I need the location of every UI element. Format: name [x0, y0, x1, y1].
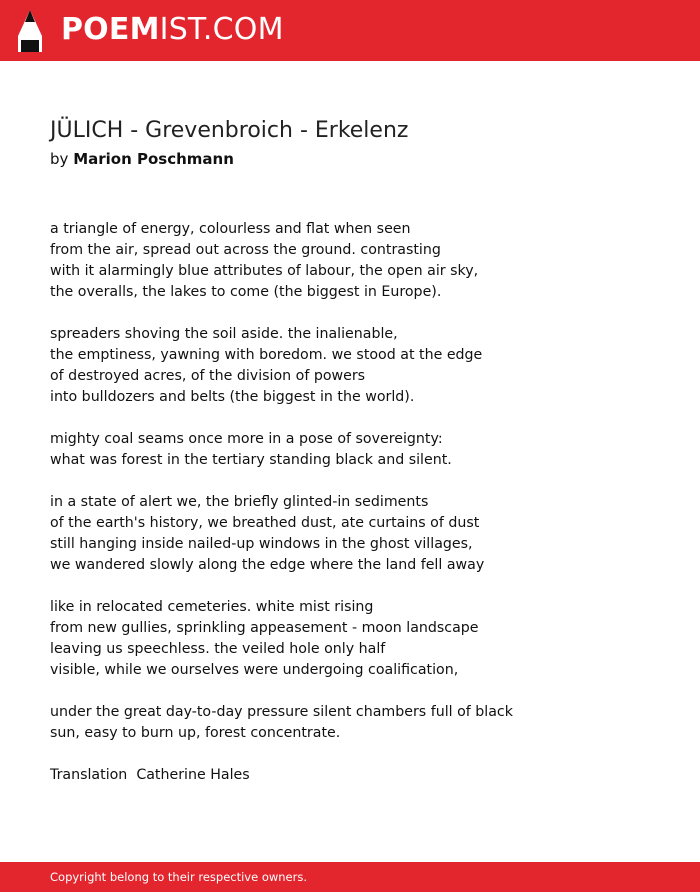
poem-line: the emptiness, yawning with boredom. we stood at the edge: [50, 347, 483, 363]
poem-line: still hanging inside nailed-up windows in the ghost villages,: [50, 536, 473, 552]
stanza: [50, 219, 670, 303]
poem-line: spreaders shoving the soil aside. the inalienable,: [50, 326, 398, 342]
poem-title: JÜLICH - Grevenbroich - Erkelenz: [50, 118, 409, 143]
poem-line: of destroyed acres, of the division of powers: [50, 368, 366, 384]
poem-line: with it alarmingly blue attributes of labour, the open air sky,: [50, 263, 479, 279]
logo-bold-text: POEM: [61, 12, 160, 47]
stanza: [50, 702, 670, 744]
copyright-notice: Copyright belong to their respective owners.: [50, 870, 308, 884]
pencil-icon: [18, 10, 42, 52]
poem-line: under the great day-to-day pressure silent chambers full of black: [50, 704, 513, 720]
poem-line: in a state of alert we, the briefly glinted-in sediments: [50, 494, 429, 510]
site-footer: [0, 862, 700, 892]
author-name: Marion Poschmann: [73, 150, 234, 168]
stanza: [50, 492, 670, 576]
logo-light-text: IST.COM: [159, 12, 284, 47]
poem-line: sun, easy to burn up, forest concentrate.: [50, 725, 341, 741]
poem-line: mighty coal seams once more in a pose of sovereignty:: [50, 431, 443, 447]
poem-line: visible, while we ourselves were undergoing coalification,: [50, 662, 459, 678]
stanza: [50, 429, 670, 471]
poem-line: of the earth's history, we breathed dust, ate curtains of dust: [50, 515, 480, 531]
poem-line: a triangle of energy, colourless and flat when seen: [50, 221, 411, 237]
poem-line: like in relocated cemeteries. white mist rising: [50, 599, 374, 615]
poem-byline: [50, 148, 234, 170]
poem-line: into bulldozers and belts (the biggest in the world).: [50, 389, 415, 405]
poem-line: we wandered slowly along the edge where the land fell away: [50, 557, 485, 573]
site-logo[interactable]: [61, 11, 284, 49]
site-header: [0, 0, 700, 61]
poem-line: what was forest in the tertiary standing black and silent.: [50, 452, 452, 468]
stanza: [50, 324, 670, 408]
poem-line: leaving us speechless. the veiled hole only half: [50, 641, 386, 657]
poem-line: from new gullies, sprinkling appeasement - moon landscape: [50, 620, 479, 636]
poem-line: from the air, spread out across the ground. contrasting: [50, 242, 441, 258]
poem-line: the overalls, the lakes to come (the biggest in Europe).: [50, 284, 442, 300]
by-label: by: [50, 150, 69, 168]
stanza: [50, 597, 670, 681]
translation-credit: Translation Catherine Hales: [50, 767, 250, 783]
poem-body: [50, 219, 670, 786]
